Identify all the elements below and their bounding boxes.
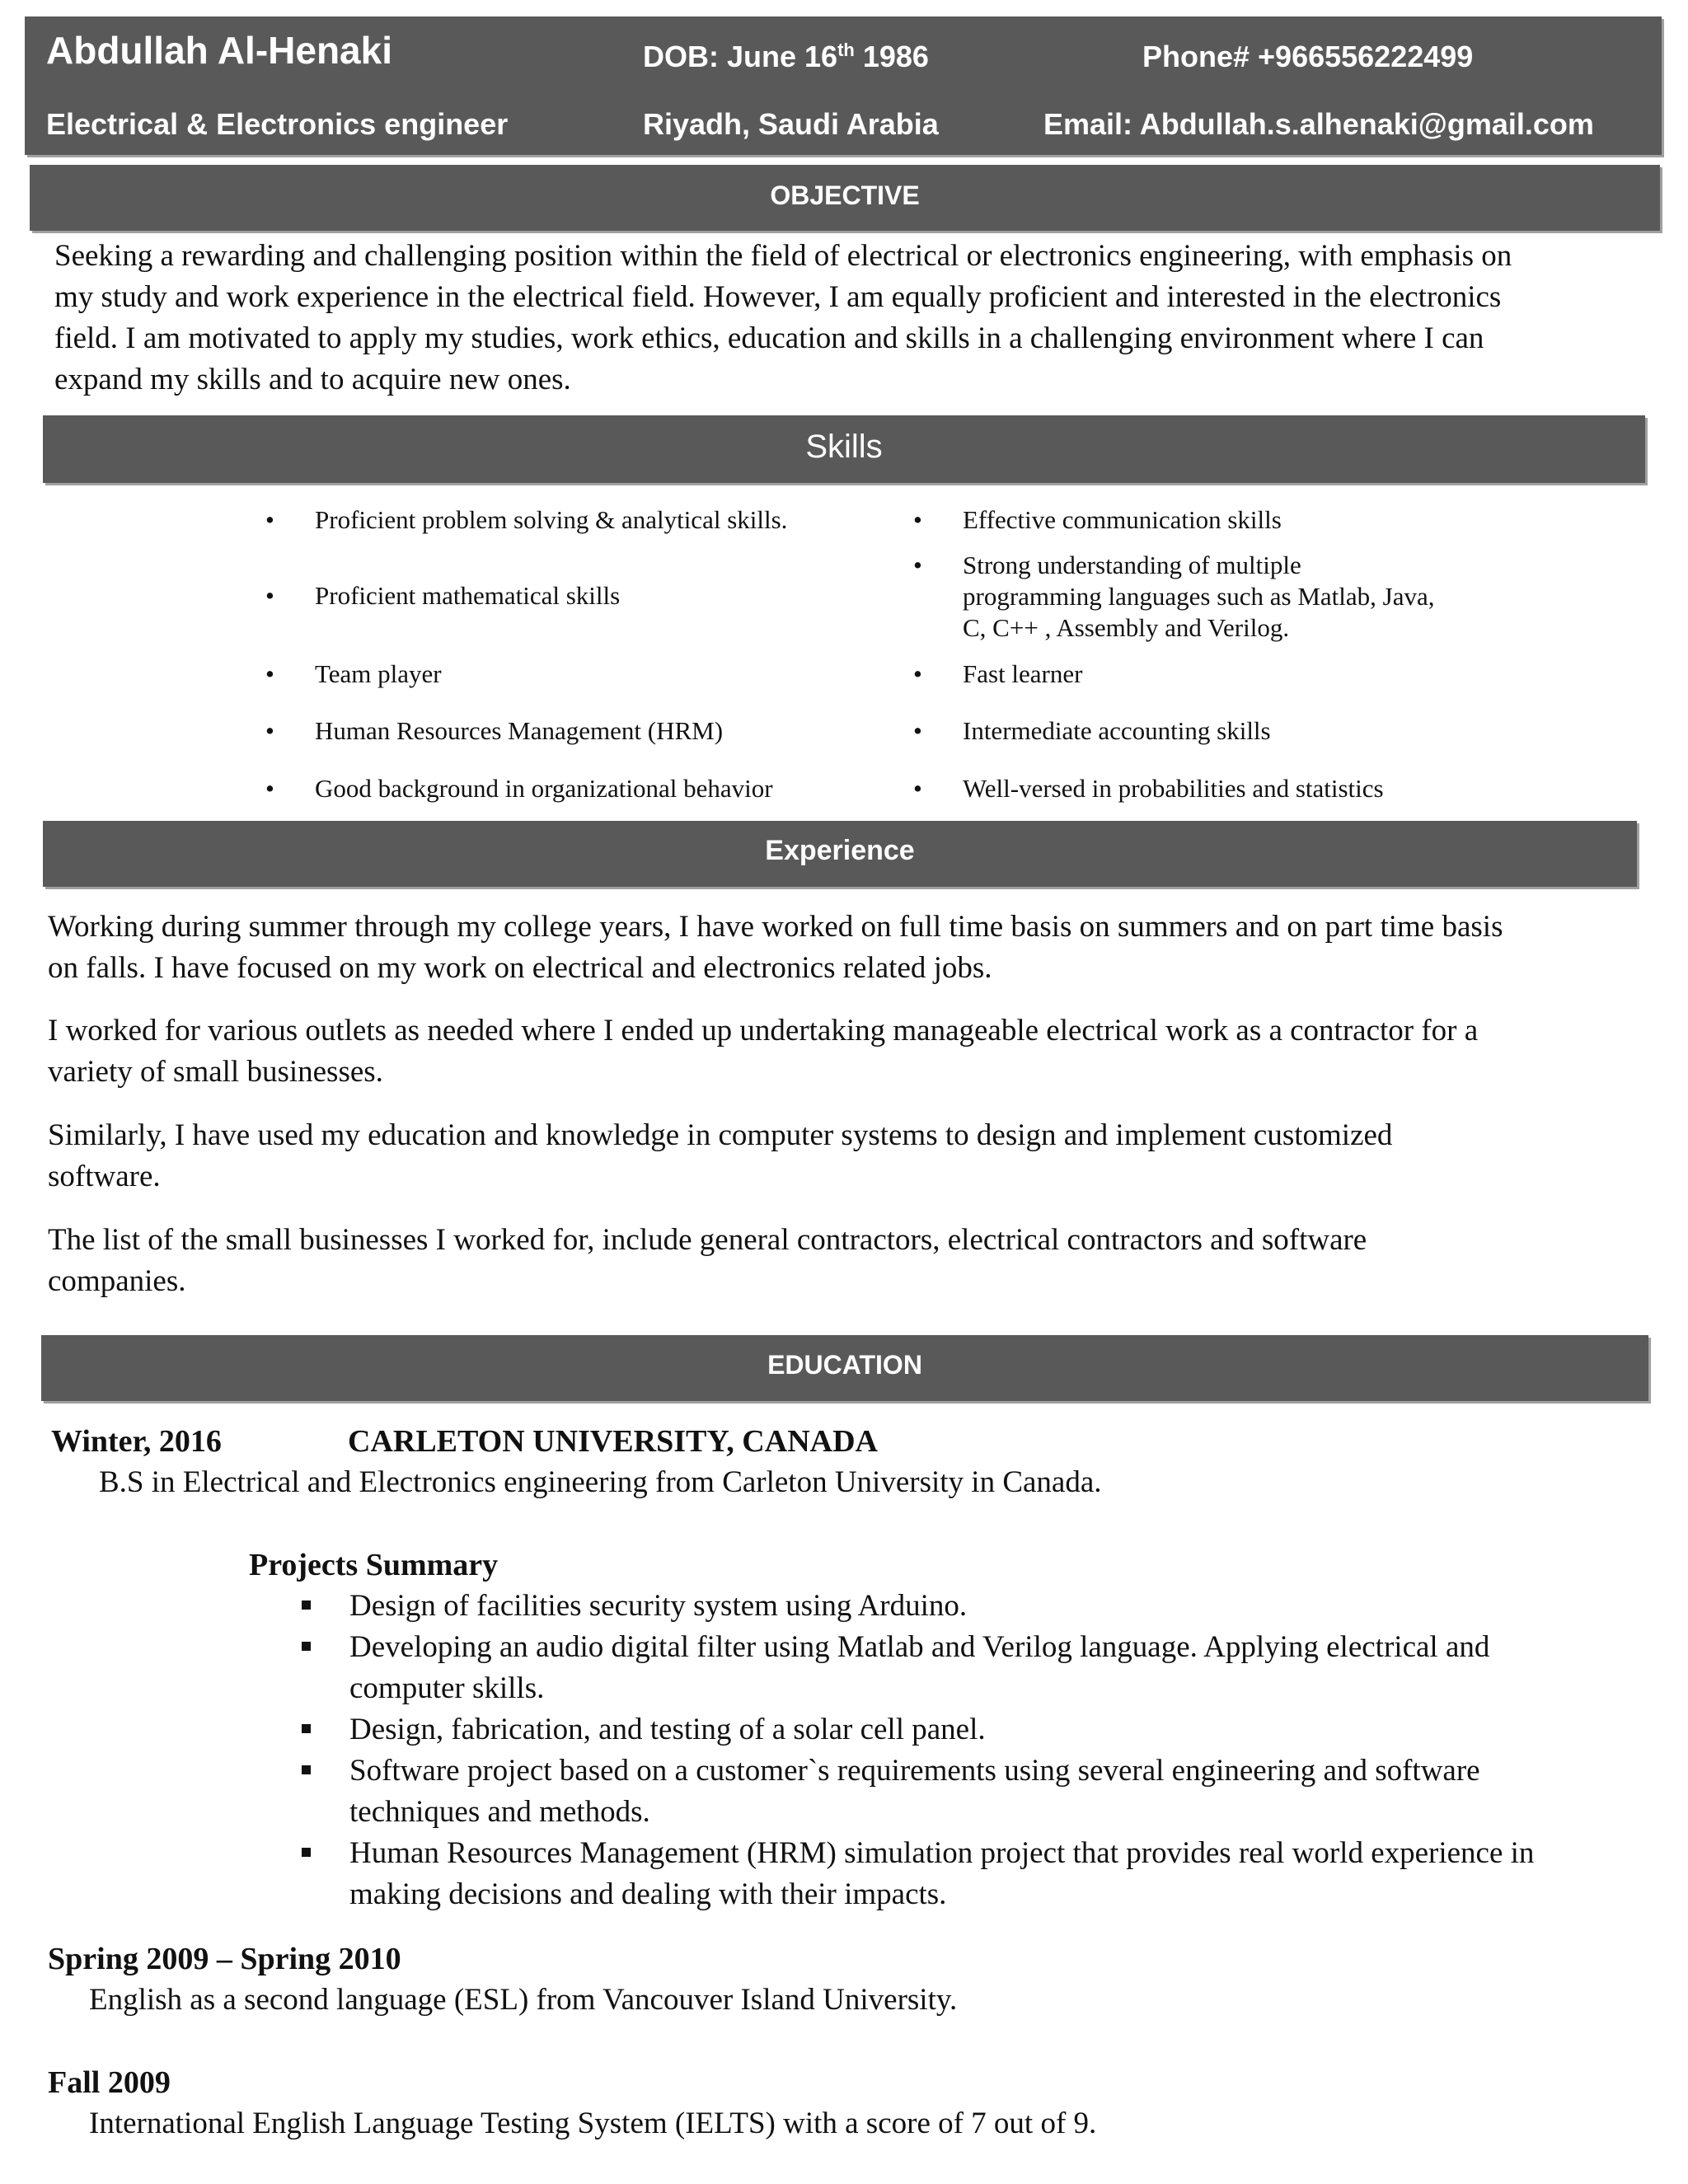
skill-item: • <box>913 505 922 534</box>
location: Riyadh, Saudi Arabia <box>643 107 939 141</box>
candidate-title: Electrical & Electronics engineer <box>46 107 509 141</box>
skill-item: Intermediate accounting skills <box>963 716 1271 745</box>
bullet-square <box>302 1642 311 1651</box>
project-item: techniques and methods. <box>349 1795 650 1829</box>
skills-heading-bar <box>43 415 1645 483</box>
bullet-square <box>302 1848 311 1857</box>
experience-line: companies. <box>48 1264 186 1298</box>
bullet-square <box>302 1765 311 1774</box>
bullet-square <box>302 1724 311 1733</box>
skill-item: programming languages such as Matlab, Java, <box>963 582 1435 611</box>
experience-heading-bar <box>43 821 1637 887</box>
objective-heading: OBJECTIVE <box>770 180 920 210</box>
skill-item: Well-versed in probabilities and statistics <box>963 774 1384 803</box>
project-item: Design, fabrication, and testing of a solar cell panel. <box>349 1713 986 1746</box>
skill-item: Human Resources Management (HRM) <box>315 716 724 745</box>
skill-item: Effective communication skills <box>963 505 1282 534</box>
education-date: Fall 2009 <box>48 2065 171 2100</box>
experience-line: software. <box>48 1160 161 1193</box>
experience-line: The list of the small businesses I worked for, include general contractors, electrical contractors and software <box>48 1223 1367 1257</box>
objective-line: expand my skills and to acquire new ones. <box>54 363 571 396</box>
project-item: Design of facilities security system using Arduino. <box>349 1589 968 1623</box>
education-heading: EDUCATION <box>767 1350 922 1380</box>
project-item: Software project based on a customer`s requirements using several engineering and software <box>349 1754 1480 1788</box>
project-item: computer skills. <box>349 1671 545 1705</box>
dob-year: 1986 <box>854 40 929 73</box>
project-item: making decisions and dealing with their impacts. <box>349 1877 947 1911</box>
education-description: International English Language Testing System (IELTS) with a score of 7 out of 9. <box>89 2107 1097 2140</box>
experience-line: on falls. I have focused on my work on electrical and electronics related jobs. <box>48 951 992 985</box>
skill-item: • <box>265 774 274 803</box>
skill-item: Proficient problem solving & analytical skills. <box>315 505 788 534</box>
phone: Phone# +966556222499 <box>1142 40 1474 73</box>
objective-line: Seeking a rewarding and challenging position within the field of electrical or electronics engineering, with emphasis on <box>54 239 1512 273</box>
skill-item: Fast learner <box>963 659 1083 688</box>
education-school: CARLETON UNIVERSITY, CANADA <box>348 1424 878 1459</box>
objective-line: field. I am motivated to apply my studies, work ethics, education and skills in a challenging environment where I can <box>54 321 1484 355</box>
skill-item: • <box>265 659 274 688</box>
education-description: English as a second language (ESL) from Vancouver Island University. <box>89 1983 958 2017</box>
candidate-name: Abdullah Al-Henaki <box>46 29 392 72</box>
dob-suffix: th <box>837 40 855 60</box>
projects-heading: Projects Summary <box>249 1548 499 1582</box>
skill-item: • <box>913 551 922 579</box>
email: Email: Abdullah.s.alhenaki@gmail.com <box>1043 107 1594 141</box>
experience-line: Similarly, I have used my education and knowledge in computer systems to design and implement customized <box>48 1118 1393 1152</box>
education-date: Spring 2009 – Spring 2010 <box>48 1942 401 1976</box>
skill-item: Proficient mathematical skills <box>315 581 621 610</box>
education-description: B.S in Electrical and Electronics engineering from Carleton University in Canada. <box>99 1465 1102 1499</box>
education-heading-bar <box>41 1335 1648 1401</box>
skill-item: C, C++ , Assembly and Verilog. <box>963 613 1290 642</box>
skill-item: • <box>913 716 922 745</box>
date-of-birth <box>643 40 929 74</box>
header-bar <box>25 16 1662 155</box>
education-date: Winter, 2016 <box>51 1424 222 1459</box>
skill-item: Good background in organizational behavior <box>315 774 773 803</box>
objective-heading-bar <box>30 165 1660 231</box>
skills-heading: Skills <box>805 429 883 465</box>
skill-item: Team player <box>315 659 442 688</box>
skill-item: Strong understanding of multiple <box>963 551 1301 579</box>
experience-line: I worked for various outlets as needed where I ended up undertaking manageable electrical work as a contractor for a <box>48 1014 1479 1047</box>
objective-line: my study and work experience in the electrical field. However, I am equally proficient and interested in the electronics <box>54 280 1502 314</box>
skill-item: • <box>913 659 922 688</box>
experience-line: Working during summer through my college years, I have worked on full time basis on summers and on part time basis <box>48 910 1503 944</box>
project-item: Human Resources Management (HRM) simulation project that provides real world experience in <box>349 1836 1535 1870</box>
skill-item: • <box>265 505 274 534</box>
skill-item: • <box>265 716 274 745</box>
experience-heading: Experience <box>765 835 915 866</box>
dob-text: DOB: June 16 <box>643 40 838 73</box>
experience-line: variety of small businesses. <box>48 1055 383 1089</box>
skill-item: • <box>913 774 922 803</box>
bullet-square <box>302 1601 311 1610</box>
skill-item: • <box>265 581 274 610</box>
project-item: Developing an audio digital filter using Matlab and Verilog language. Applying electrical and <box>349 1630 1490 1664</box>
